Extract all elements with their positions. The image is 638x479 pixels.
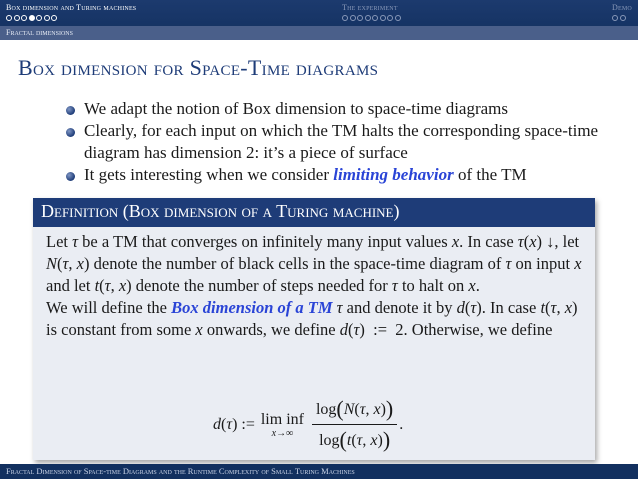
page-title: Box dimension for Space-Time diagrams <box>18 55 379 80</box>
header-bar <box>0 0 638 40</box>
nav-dot[interactable] <box>357 15 363 21</box>
list-item <box>66 98 626 120</box>
formula-fraction: $\frac{\log(N(\tau, x))}{\log(t(\tau, x))}$ <box>312 394 397 455</box>
nav-dot[interactable] <box>380 15 386 21</box>
lim-inf-operator: lim inf x→∞ <box>260 410 304 439</box>
bullet-icon <box>66 106 75 115</box>
list-item <box>66 164 626 186</box>
list-item <box>66 120 626 164</box>
definition-title: Definition (Box dimension of a Turing machine) <box>33 198 595 227</box>
footer-bar <box>0 464 638 479</box>
nav-section-label: Demo <box>612 3 632 12</box>
nav-dot[interactable] <box>612 15 618 21</box>
nav-dot[interactable] <box>387 15 393 21</box>
bullet-text-prefix: It gets interesting when we consider <box>84 165 334 184</box>
nav-dot[interactable] <box>620 15 626 21</box>
nav-dot[interactable] <box>342 15 348 21</box>
nav-section-experiment[interactable] <box>342 3 401 21</box>
nav-dot[interactable] <box>350 15 356 21</box>
nav-dot[interactable] <box>51 15 57 21</box>
nav-section-box-dimension[interactable] <box>6 3 136 21</box>
nav-dots <box>342 15 401 21</box>
bullet-list <box>66 98 626 186</box>
bullet-text: We adapt the notion of Box dimension to space-time diagrams <box>84 99 509 118</box>
definition-block <box>33 198 595 460</box>
bullet-icon <box>66 172 75 181</box>
bullet-text: Clearly, for each input on which the TM halts the corresponding space-time diagram has dimension 2: it’s a piece of surface <box>84 121 599 162</box>
nav-dot[interactable] <box>395 15 401 21</box>
highlight-limiting-behavior: limiting behavior <box>333 165 454 184</box>
nav-dot[interactable] <box>365 15 371 21</box>
bullet-icon <box>66 128 75 137</box>
highlight-box-dimension: Box dimension of a TM <box>171 298 333 317</box>
definition-text: Let τ be a TM that converges on infinitely many input values x. In case τ(x) ↓, let N(τ, x) denote the number of black cells in the space-time diagram of τ on input x and let t(τ, x) denote the number of steps needed for τ to halt on x. <box>46 232 582 295</box>
box-dimension-formula: d(τ) := lim inf x→∞ $\frac{\log(N(\tau, x))}{\log(t(\tau, x))}$ . <box>213 394 403 455</box>
nav-dot[interactable] <box>14 15 20 21</box>
nav-section-label: Box dimension and Turing machines <box>6 3 137 12</box>
nav-dot[interactable] <box>372 15 378 21</box>
nav-dot[interactable] <box>36 15 42 21</box>
nav-dot[interactable] <box>21 15 27 21</box>
subsection-bar <box>0 26 638 40</box>
nav-dots <box>6 15 136 21</box>
nav-dots <box>612 15 632 21</box>
nav-dot[interactable] <box>6 15 12 21</box>
nav-section-label: The experiment <box>342 3 398 12</box>
definition-text: We will define the Box dimension of a TM τ and denote it by d(τ). In case t(τ, x) is constant from some x onwards, we define d(τ) := 2. Otherwise, we define <box>46 298 578 339</box>
nav-dot[interactable] <box>44 15 50 21</box>
footer-title: Fractal Dimension of Space-time Diagrams and the Runtime Complexity of Small Turing Machines <box>6 466 355 476</box>
definition-body <box>33 227 595 341</box>
nav-dot-current[interactable] <box>29 15 35 21</box>
bullet-text-suffix: of the TM <box>453 165 527 184</box>
subsection-label: Fractal dimensions <box>6 28 73 37</box>
nav-section-demo[interactable] <box>612 3 632 21</box>
